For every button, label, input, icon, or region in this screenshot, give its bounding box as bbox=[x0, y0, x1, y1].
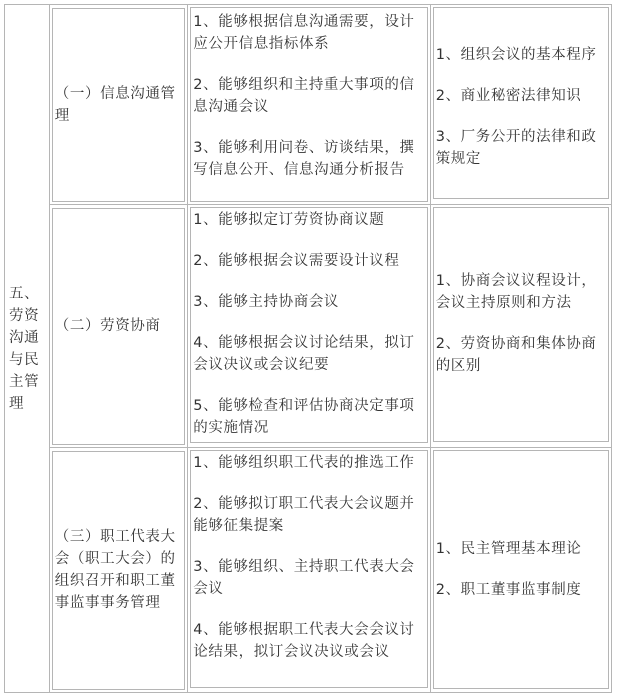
knowledge-cell bbox=[430, 448, 611, 693]
skill-item: 3、能够主持协商会议 bbox=[193, 294, 340, 310]
knowledge-cell bbox=[430, 5, 611, 205]
section-title: 五、劳资沟通与民主管理 bbox=[9, 285, 40, 412]
section-cell bbox=[5, 5, 50, 693]
skill-item: 5、能够检查和评估协商决定事项的实施情况 bbox=[193, 398, 415, 436]
table-row bbox=[5, 205, 612, 448]
knowledge-item: 1、协商会议议程设计，会议主持原则和方法 bbox=[435, 273, 597, 311]
skills-cell bbox=[188, 448, 430, 693]
skill-item: 2、能够拟订职工代表大会议题并能够征集提案 bbox=[193, 496, 415, 534]
competency-table bbox=[4, 4, 612, 693]
skill-item: 2、能够组织和主持重大事项的信息沟通会议 bbox=[193, 77, 415, 115]
skill-item: 1、能够拟定订劳资协商议题 bbox=[193, 212, 385, 228]
knowledge-item: 2、劳资协商和集体协商的区别 bbox=[435, 336, 597, 374]
knowledge-item: 1、民主管理基本理论 bbox=[435, 541, 582, 557]
skill-item: 3、能够利用问卷、访谈结果，撰写信息公开、信息沟通分析报告 bbox=[193, 140, 415, 178]
skill-item: 4、能够根据职工代表大会会议讨论结果，拟订会议决议或会议 bbox=[193, 622, 415, 660]
table-row bbox=[5, 448, 612, 693]
knowledge-item: 1、组织会议的基本程序 bbox=[435, 47, 597, 63]
table-row bbox=[5, 5, 612, 205]
topic-cell bbox=[49, 448, 188, 693]
skill-item: 4、能够根据会议讨论结果，拟订会议决议或会议纪要 bbox=[193, 335, 415, 373]
topic-text: （一）信息沟通管理 bbox=[54, 85, 176, 124]
skill-item: 3、能够组织、主持职工代表大会会议 bbox=[193, 559, 415, 597]
skill-item: 2、能够根据会议需要设计议程 bbox=[193, 253, 400, 269]
knowledge-item: 3、厂务公开的法律和政策规定 bbox=[435, 129, 597, 167]
skills-cell bbox=[188, 205, 430, 448]
topic-cell bbox=[49, 5, 188, 205]
knowledge-item: 2、职工董事监事制度 bbox=[435, 582, 582, 598]
topic-text: （三）职工代表大会（职工大会）的组织召开和职工董事监事事务管理 bbox=[54, 529, 176, 611]
topic-text: （二）劳资协商 bbox=[54, 318, 161, 334]
topic-cell bbox=[49, 205, 188, 448]
knowledge-item: 2、商业秘密法律知识 bbox=[435, 88, 582, 104]
skill-item: 1、能够组织职工代表的推选工作 bbox=[193, 455, 415, 471]
knowledge-cell bbox=[430, 205, 611, 448]
skill-item: 1、能够根据信息沟通需要，设计应公开信息指标体系 bbox=[193, 14, 415, 52]
skills-cell bbox=[188, 5, 430, 205]
